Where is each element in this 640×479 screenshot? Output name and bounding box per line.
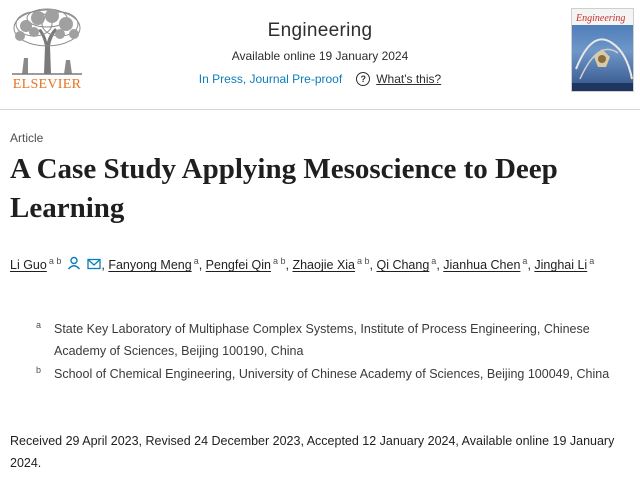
author-entry[interactable] bbox=[534, 258, 594, 272]
cover-art-icon bbox=[572, 9, 634, 92]
article-history: Received 29 April 2023, Revised 24 December 2023, Accepted 12 January 2024, Available online 19 January 2024. bbox=[10, 434, 615, 470]
envelope-icon[interactable] bbox=[87, 254, 101, 278]
affiliation-label: a bbox=[36, 320, 42, 330]
author-entry[interactable] bbox=[376, 258, 436, 272]
author-entry[interactable] bbox=[108, 258, 198, 272]
publisher-name: ELSEVIER bbox=[12, 77, 82, 92]
author-affiliation-marker[interactable]: a bbox=[193, 256, 199, 266]
cover-title: Engineering bbox=[576, 13, 626, 24]
author-affiliation-marker[interactable]: a bbox=[589, 256, 595, 266]
journal-cover-image[interactable] bbox=[571, 8, 634, 92]
author-entry[interactable] bbox=[206, 258, 286, 272]
journal-info bbox=[160, 20, 480, 86]
journal-title[interactable]: Engineering bbox=[267, 20, 373, 41]
article-title: A Case Study Applying Mesoscience to Deep Learning bbox=[10, 153, 558, 224]
author-affiliation-marker[interactable]: a bbox=[522, 256, 528, 266]
question-icon: ? bbox=[356, 72, 370, 86]
elsevier-logo[interactable] bbox=[8, 6, 86, 94]
tree-icon bbox=[8, 6, 86, 76]
article-type: Article bbox=[10, 131, 44, 145]
author-name[interactable]: Jinghai Li bbox=[534, 258, 588, 273]
affiliation-text: School of Chemical Engineering, University of Chinese Academy of Sciences, Beijing 100049, China bbox=[54, 367, 610, 381]
whats-this-label: What's this? bbox=[376, 72, 442, 86]
author-entry[interactable] bbox=[292, 258, 369, 272]
affiliation-list bbox=[36, 318, 626, 386]
author-name[interactable]: Li Guo bbox=[10, 258, 47, 273]
author-name[interactable]: Pengfei Qin bbox=[205, 258, 271, 273]
affiliation-label: b bbox=[36, 365, 42, 375]
whats-this-button[interactable] bbox=[356, 72, 441, 86]
affiliation-text: State Key Laboratory of Multiphase Complex Systems, Institute of Process Engineering, Chinese Academy of Sciences, Beijing 100190, China bbox=[54, 322, 590, 358]
author-affiliation-marker[interactable]: a b bbox=[357, 256, 370, 266]
author-entry[interactable] bbox=[10, 258, 61, 272]
author-name[interactable]: Zhaojie Xia bbox=[292, 258, 356, 273]
article-header bbox=[0, 0, 640, 110]
author-list: Li Guo $^{a b}$ , Fanyong Meng $^a$, Pengfei Qin $^{a b}$, Zhaojie Xia $^{a b}$, Qi Chang $^a$, Jianhua Chen $^a$, Jinghai Li $^a$ bbox=[10, 249, 635, 278]
affiliation-item bbox=[36, 318, 626, 362]
available-online-date: Available online 19 January 2024 bbox=[231, 49, 409, 63]
affiliation-item bbox=[36, 363, 626, 385]
author-name[interactable]: Qi Chang bbox=[376, 258, 430, 273]
status-row bbox=[160, 72, 480, 86]
author-affiliation-marker[interactable]: a b bbox=[48, 256, 62, 266]
author-name[interactable]: Fanyong Meng bbox=[108, 258, 192, 273]
author-name[interactable]: Jianhua Chen bbox=[443, 258, 521, 273]
author-entry[interactable] bbox=[443, 258, 527, 272]
author-affiliation-marker[interactable]: a bbox=[431, 256, 437, 266]
person-icon[interactable] bbox=[67, 254, 81, 278]
in-press-link[interactable]: In Press, Journal Pre-proof bbox=[198, 72, 343, 86]
author-affiliation-marker[interactable]: a b bbox=[273, 256, 286, 266]
